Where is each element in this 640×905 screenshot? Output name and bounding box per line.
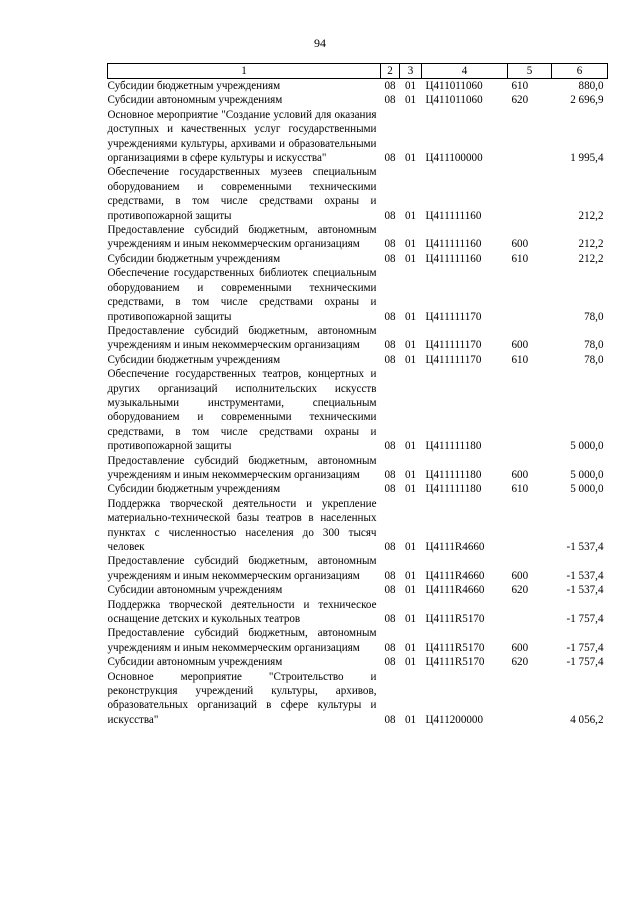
table-row [108, 626, 608, 655]
row-subsection: 01 [404, 339, 417, 352]
column-header: 1 [108, 64, 381, 79]
table-row [108, 655, 608, 669]
table-row [108, 165, 608, 223]
row-target-code: Ц4111R5170 [425, 656, 485, 669]
row-expense-type: 600 [511, 339, 529, 352]
row-amount: 5 000,0 [570, 468, 604, 481]
row-target-code: Ц411111180 [425, 440, 482, 453]
row-amount: 212,2 [578, 209, 604, 222]
row-amount: -1 537,4 [566, 541, 604, 553]
row-section: 08 [384, 353, 396, 366]
row-subsection: 01 [404, 468, 417, 481]
row-amount: 5 000,0 [570, 483, 604, 496]
row-amount: -1 537,4 [566, 569, 604, 582]
row-target-code: Ц411100000 [425, 152, 483, 165]
table-row [108, 266, 608, 324]
row-name: Обеспечение государственных театров, концертных и других организаций исполнительских искусств музыкальными инструментами, специальным оборудованием и современными техническими средствами, в том числе средствами охраны и противопожарной защиты [107, 368, 377, 453]
row-subsection: 01 [404, 713, 417, 726]
column-header: 5 [508, 64, 552, 79]
row-expense-type [508, 598, 552, 627]
row-name: Основное мероприятие "Строительство и реконструкция учреждений культуры, архивов, образовательных организаций в сфере культуры и искусства" [107, 670, 377, 726]
row-expense-type: 600 [511, 468, 529, 481]
table-row [108, 583, 608, 597]
page-number: 94 [314, 36, 326, 50]
row-section: 08 [384, 94, 396, 107]
row-name: Предоставление субсидий бюджетным, автономным учреждениям и иным некоммерческим организациям [107, 627, 377, 654]
row-subsection: 01 [404, 656, 417, 669]
table-body [108, 79, 608, 728]
table-header-row [108, 64, 608, 79]
table-row [108, 454, 608, 483]
row-target-code: Ц411200000 [425, 713, 484, 726]
row-section: 08 [384, 483, 396, 496]
column-header: 3 [400, 64, 422, 79]
row-name: Поддержка творческой деятельности и укрепление материально-технической базы театров в населенных пунктах с численностью населения до 300 тысяч человек [107, 497, 377, 553]
row-amount: -1 757,4 [566, 613, 604, 626]
row-amount: -1 757,4 [566, 656, 604, 669]
row-expense-type [508, 266, 552, 324]
row-expense-type: 620 [511, 584, 529, 597]
table-row [108, 252, 608, 266]
row-target-code: Ц411111170 [425, 310, 482, 323]
row-subsection: 01 [404, 483, 417, 496]
table-row [108, 670, 608, 728]
table-row [108, 482, 608, 496]
row-section: 08 [384, 80, 396, 92]
row-expense-type [508, 497, 552, 555]
row-amount: 1 995,4 [570, 152, 604, 165]
row-amount: 212,2 [578, 252, 604, 265]
row-target-code: Ц411111160 [425, 209, 482, 222]
row-name: Обеспечение государственных библиотек специальным оборудованием и современными техническими средствами, в том числе средствами охраны и противопожарной защиты [107, 267, 377, 323]
row-section: 08 [384, 252, 396, 265]
row-name: Поддержка творческой деятельности и техническое оснащение детских и кукольных театров [107, 598, 377, 626]
row-section: 08 [384, 209, 396, 222]
row-name: Предоставление субсидий бюджетным, автономным учреждениям и иным некоммерческим организациям [107, 454, 377, 481]
row-expense-type: 610 [511, 353, 529, 366]
row-name: Субсидии бюджетным учреждениям [107, 80, 281, 92]
budget-table [107, 63, 608, 727]
row-target-code: Ц4111R5170 [425, 613, 485, 626]
row-section: 08 [384, 238, 396, 251]
row-expense-type [508, 670, 552, 728]
row-amount: 78,0 [584, 310, 604, 323]
row-subsection: 01 [404, 152, 417, 165]
row-expense-type [508, 165, 552, 223]
table-row [108, 554, 608, 583]
row-target-code: Ц411111180 [425, 483, 482, 496]
row-amount: -1 757,4 [566, 641, 604, 654]
row-target-code: Ц4111R4660 [425, 569, 485, 582]
row-subsection: 01 [404, 80, 417, 92]
table-row [108, 353, 608, 367]
row-section: 08 [384, 152, 396, 165]
table-row [108, 108, 608, 166]
row-amount: 5 000,0 [570, 440, 604, 453]
table-row [108, 93, 608, 107]
row-subsection: 01 [404, 310, 417, 323]
row-target-code: Ц411111170 [425, 353, 482, 366]
row-subsection: 01 [404, 569, 417, 582]
row-expense-type: 600 [511, 238, 529, 251]
row-subsection: 01 [404, 613, 417, 626]
column-header: 2 [381, 64, 400, 79]
row-target-code: Ц411111160 [425, 238, 482, 251]
row-section: 08 [384, 339, 396, 352]
row-target-code: Ц4111R4660 [425, 584, 485, 597]
row-subsection: 01 [404, 353, 417, 366]
row-expense-type: 610 [511, 483, 529, 496]
row-subsection: 01 [404, 541, 417, 553]
row-target-code: Ц411111160 [425, 252, 482, 265]
row-section: 08 [384, 310, 396, 323]
row-section: 08 [384, 440, 396, 453]
row-name: Субсидии автономным учреждениям [107, 584, 283, 597]
row-target-code: Ц411011060 [425, 80, 483, 92]
row-expense-type: 620 [511, 94, 529, 107]
row-name: Предоставление субсидий бюджетным, автономным учреждениям и иным некоммерческим организациям [107, 555, 377, 582]
row-expense-type: 610 [511, 252, 529, 265]
table-row [108, 324, 608, 353]
row-target-code: Ц411011060 [425, 94, 483, 107]
row-section: 08 [384, 656, 396, 669]
row-name: Предоставление субсидий бюджетным, автономным учреждениям и иным некоммерческим организациям [107, 324, 377, 352]
row-amount: 78,0 [584, 339, 604, 352]
row-section: 08 [384, 569, 396, 582]
row-expense-type [508, 367, 552, 453]
row-amount: 78,0 [584, 353, 604, 366]
row-subsection: 01 [404, 94, 417, 107]
row-amount: -1 537,4 [566, 584, 604, 597]
row-amount: 2 696,9 [570, 94, 604, 107]
row-subsection: 01 [404, 584, 417, 597]
row-section: 08 [384, 641, 396, 654]
row-amount: 880,0 [578, 80, 604, 92]
row-expense-type: 620 [511, 656, 529, 669]
row-section: 08 [384, 584, 396, 597]
row-section: 08 [384, 713, 396, 726]
row-target-code: Ц411111180 [425, 468, 482, 481]
table-row [108, 79, 608, 94]
row-target-code: Ц4111R4660 [425, 541, 485, 553]
row-name: Субсидии бюджетным учреждениям [107, 353, 281, 366]
row-name: Субсидии бюджетным учреждениям [107, 483, 281, 496]
row-name: Субсидии бюджетным учреждениям [107, 252, 281, 265]
row-section: 08 [384, 613, 396, 626]
row-name: Обеспечение государственных музеев специальным оборудованием и современными техническими средствами, в том числе средствами охраны и противопожарной защиты [107, 166, 377, 222]
row-section: 08 [384, 541, 396, 553]
row-name: Субсидии автономным учреждениям [107, 94, 283, 107]
row-subsection: 01 [404, 641, 417, 654]
row-subsection: 01 [404, 252, 417, 265]
row-target-code: Ц411111170 [425, 339, 482, 352]
table-row [108, 367, 608, 453]
row-expense-type: 600 [511, 569, 529, 582]
row-expense-type: 610 [511, 80, 529, 92]
table-row [108, 223, 608, 252]
column-header: 6 [552, 64, 608, 79]
row-subsection: 01 [404, 238, 417, 251]
row-subsection: 01 [404, 209, 417, 222]
table-row [108, 598, 608, 627]
row-subsection: 01 [404, 440, 417, 453]
table-row [108, 497, 608, 555]
row-target-code: Ц4111R5170 [425, 641, 485, 654]
row-name: Основное мероприятие "Создание условий для оказания доступных и качественных услуг государственными учреждениями культуры, архивами и образовательными организациями в сфере культуры и искусства" [107, 108, 377, 165]
row-amount: 4 056,2 [570, 713, 604, 726]
row-name: Субсидии автономным учреждениям [107, 656, 283, 669]
row-expense-type [508, 108, 552, 166]
row-section: 08 [384, 468, 396, 481]
row-name: Предоставление субсидий бюджетным, автономным учреждениям и иным некоммерческим организациям [107, 224, 377, 251]
row-amount: 212,2 [578, 238, 604, 251]
row-expense-type: 600 [511, 641, 529, 654]
column-header: 4 [422, 64, 508, 79]
